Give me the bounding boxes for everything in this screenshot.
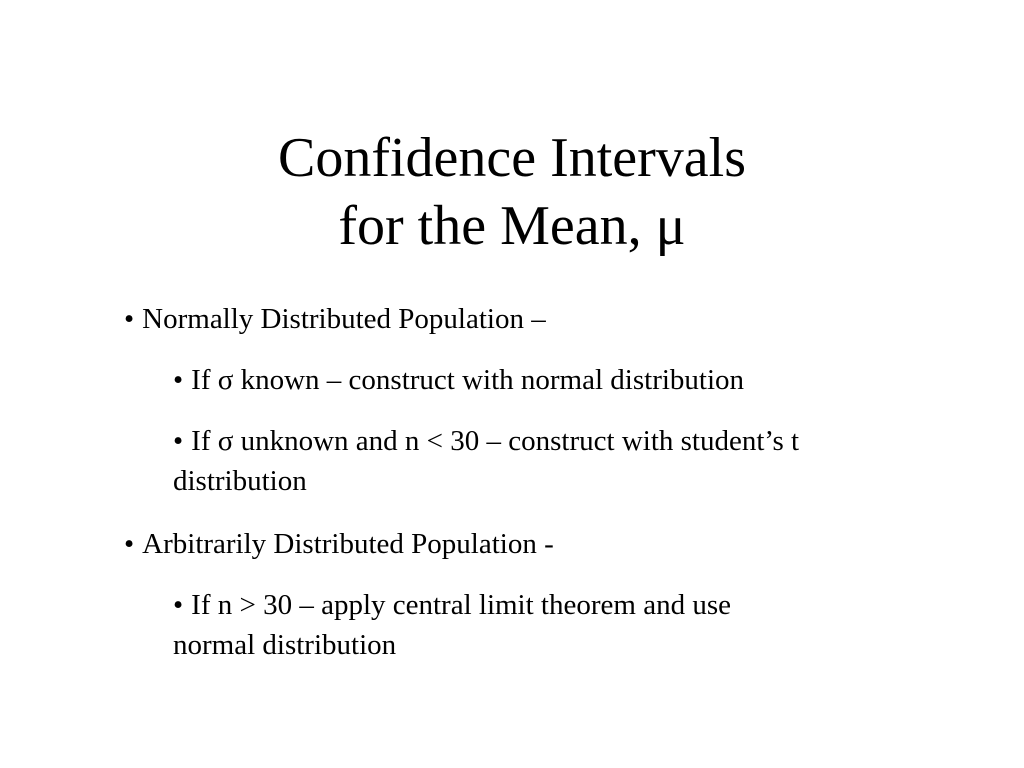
title-line-1: Confidence Intervals xyxy=(277,127,747,189)
bullet-marker: • xyxy=(173,364,184,396)
sub-bullet-n-greater-30-cont: normal distribution xyxy=(173,629,397,661)
bullet-text: Arbitrarily Distributed Population - xyxy=(142,528,554,560)
bullet-marker: • xyxy=(173,589,184,621)
bullet-marker: • xyxy=(124,303,135,335)
sub-bullet-sigma-unknown-cont: distribution xyxy=(173,465,307,497)
title-line-2: for the Mean, μ xyxy=(338,195,686,257)
bullet-text: If σ known – construct with normal distribution xyxy=(191,364,745,396)
sub-bullet-sigma-known xyxy=(173,360,744,400)
sub-bullet-sigma-unknown xyxy=(173,421,799,461)
sub-bullet-n-greater-30 xyxy=(173,585,731,625)
bullet-arbitrarily-distributed xyxy=(124,524,554,564)
bullet-normally-distributed xyxy=(124,299,546,339)
bullet-marker: • xyxy=(124,528,135,560)
bullet-text: If n > 30 – apply central limit theorem and use xyxy=(191,589,731,621)
bullet-marker: • xyxy=(173,425,184,457)
bullet-text: Normally Distributed Population – xyxy=(142,303,546,335)
bullet-text: If σ unknown and n < 30 – construct with student’s t xyxy=(191,425,800,457)
slide-title xyxy=(0,124,1024,260)
